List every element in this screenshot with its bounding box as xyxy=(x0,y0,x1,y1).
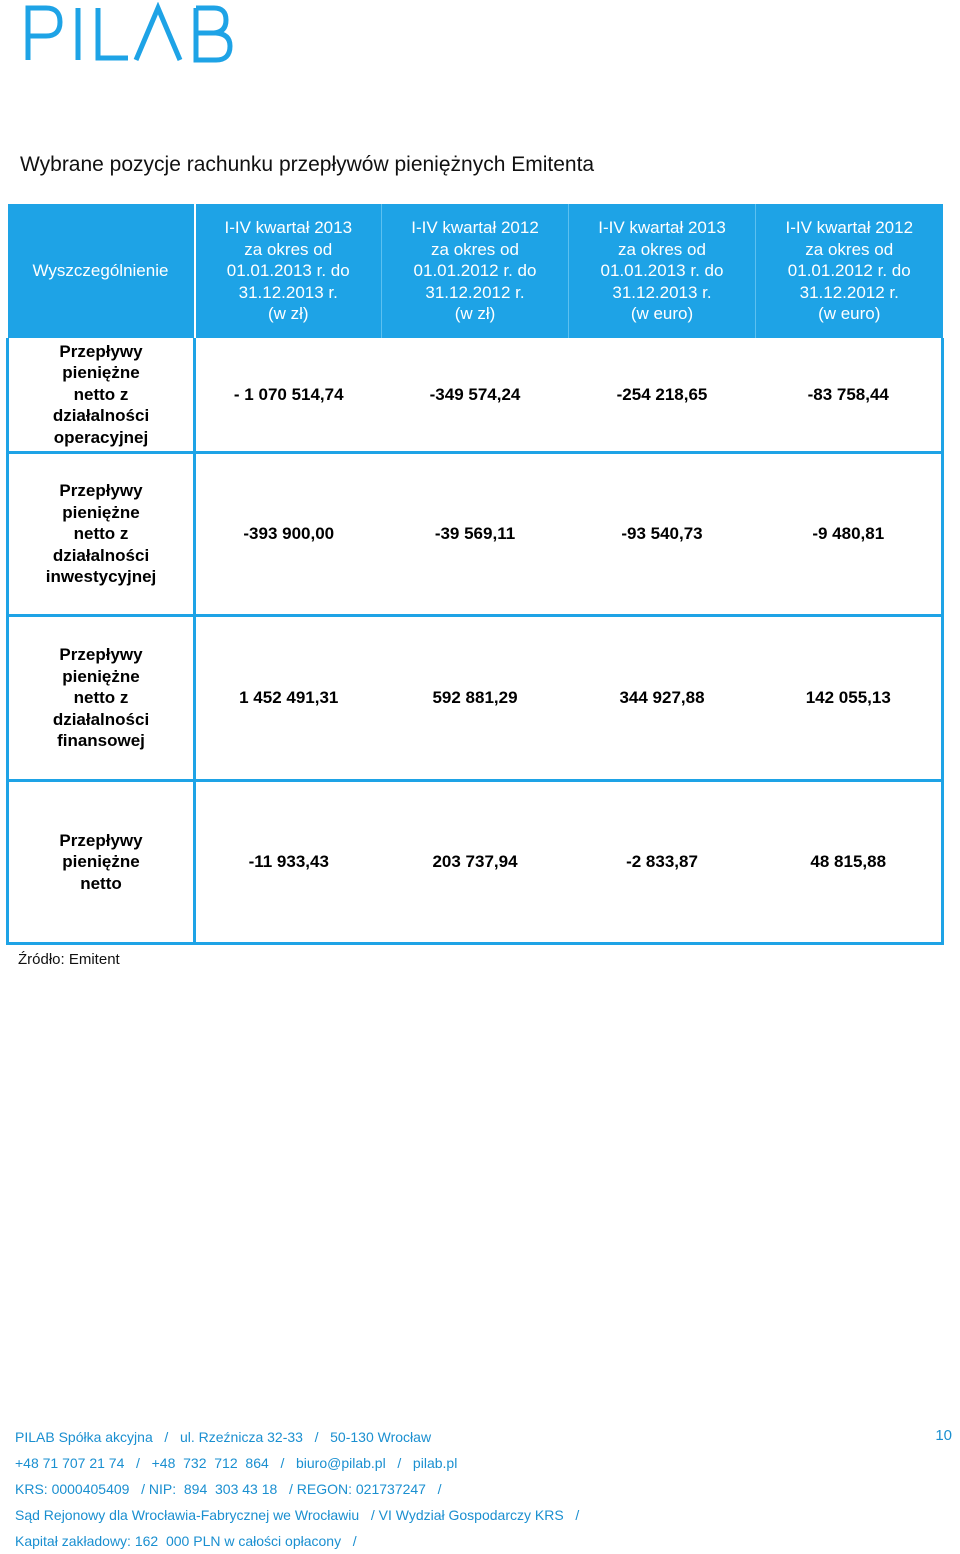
column-header-2012-eur xyxy=(756,204,943,338)
section-title: Wybrane pozycje rachunku przepływów pieniężnych Emitenta xyxy=(20,153,595,176)
header-line: (w zł) xyxy=(454,304,496,324)
table-cell: -11 933,43 xyxy=(195,781,382,944)
header-line: 01.01.2012 r. do xyxy=(787,261,911,281)
header-line: I-IV kwartał 2013 xyxy=(224,218,353,238)
row-label xyxy=(8,338,195,453)
table-cell: -9 480,81 xyxy=(756,453,943,616)
header-line: 31.12.2012 r. xyxy=(425,282,525,302)
header-line: I-IV kwartał 2012 xyxy=(785,218,914,238)
row-label-line: pieniężne xyxy=(62,666,140,686)
row-label-line: inwestycyjnej xyxy=(45,567,157,587)
table-cell: 592 881,29 xyxy=(382,616,569,781)
row-label xyxy=(8,781,195,944)
table-cell: 142 055,13 xyxy=(756,616,943,781)
header-line: 31.12.2013 r. xyxy=(612,282,712,302)
table-cell: 344 927,88 xyxy=(569,616,756,781)
page-number: 10 xyxy=(935,1427,952,1444)
header-line: 01.01.2013 r. do xyxy=(226,261,350,281)
row-label-line: działalności xyxy=(52,406,150,426)
table-cell: -349 574,24 xyxy=(382,338,569,453)
header-line: 31.12.2013 r. xyxy=(238,282,338,302)
row-label-line: pieniężne xyxy=(62,852,140,872)
footer-capital: Kapitał zakładowy: 162 000 PLN w całości opłacony / xyxy=(15,1533,357,1549)
column-header-2013-pln xyxy=(195,204,382,338)
table-cell: -93 540,73 xyxy=(569,453,756,616)
table-cell: -83 758,44 xyxy=(756,338,943,453)
table-cell: -393 900,00 xyxy=(195,453,382,616)
cash-flow-table xyxy=(6,204,944,945)
table-row-investing xyxy=(8,453,943,616)
column-header-2013-eur xyxy=(569,204,756,338)
row-label-line: Przepływy xyxy=(59,481,143,501)
header-line: 01.01.2013 r. do xyxy=(600,261,724,281)
row-label-line: netto xyxy=(80,873,122,893)
table-cell: -2 833,87 xyxy=(569,781,756,944)
row-label xyxy=(8,616,195,781)
table-cell: - 1 070 514,74 xyxy=(195,338,382,453)
header-line: za okres od xyxy=(244,239,333,259)
footer-court: Sąd Rejonowy dla Wrocławia-Fabrycznej we Wrocławiu / VI Wydział Gospodarczy KRS / xyxy=(15,1507,580,1523)
row-label-line: netto z xyxy=(73,384,129,404)
row-label xyxy=(8,453,195,616)
table-row-operating xyxy=(8,338,943,453)
row-label-line: netto z xyxy=(73,524,129,544)
header-line: (w zł) xyxy=(267,304,309,324)
header-line: za okres od xyxy=(618,239,706,259)
column-header-2012-pln xyxy=(382,204,569,338)
footer-company-address: PILAB Spółka akcyjna / ul. Rzeźnicza 32-33 / 50-130 Wrocław xyxy=(15,1429,432,1445)
row-label-line: działalności xyxy=(52,545,150,565)
row-label-line: pieniężne xyxy=(62,363,140,383)
footer-registry-ids: KRS: 0000405409 / NIP: 894 303 43 18 / REGON: 021737247 / xyxy=(15,1481,442,1497)
header-line: (w euro) xyxy=(818,304,881,324)
header-line: I-IV kwartał 2013 xyxy=(598,218,726,238)
table-cell: -39 569,11 xyxy=(382,453,569,616)
header-line: za okres od xyxy=(431,239,519,259)
source-note: Źródło: Emitent xyxy=(18,951,120,968)
pilab-logo xyxy=(20,2,240,64)
header-line: I-IV kwartał 2012 xyxy=(411,218,539,238)
footer-contact: +48 71 707 21 74 / +48 732 712 864 / biuro@pilab.pl / pilab.pl xyxy=(15,1455,458,1471)
header-line: 01.01.2012 r. do xyxy=(413,261,537,281)
header-line: za okres od xyxy=(805,239,894,259)
header-line: (w euro) xyxy=(630,304,694,324)
header-line: 31.12.2012 r. xyxy=(799,282,899,302)
row-label-line: działalności xyxy=(52,709,150,729)
row-label-line: Przepływy xyxy=(59,341,143,361)
table-row-financing xyxy=(8,616,943,781)
column-header-label: Wyszczególnienie xyxy=(8,204,195,338)
table-cell: 1 452 491,31 xyxy=(195,616,382,781)
footer xyxy=(15,1424,579,1554)
row-label-line: pieniężne xyxy=(62,502,140,522)
row-label-line: Przepływy xyxy=(59,645,143,665)
table-row-net xyxy=(8,781,943,944)
table-cell: 48 815,88 xyxy=(756,781,943,944)
row-label-line: netto z xyxy=(73,688,129,708)
table-cell: 203 737,94 xyxy=(382,781,569,944)
row-label-line: Przepływy xyxy=(59,830,143,850)
row-label-line: operacyjnej xyxy=(53,427,149,447)
row-label-line: finansowej xyxy=(57,731,145,751)
table-header-row xyxy=(8,204,943,338)
table-cell: -254 218,65 xyxy=(569,338,756,453)
